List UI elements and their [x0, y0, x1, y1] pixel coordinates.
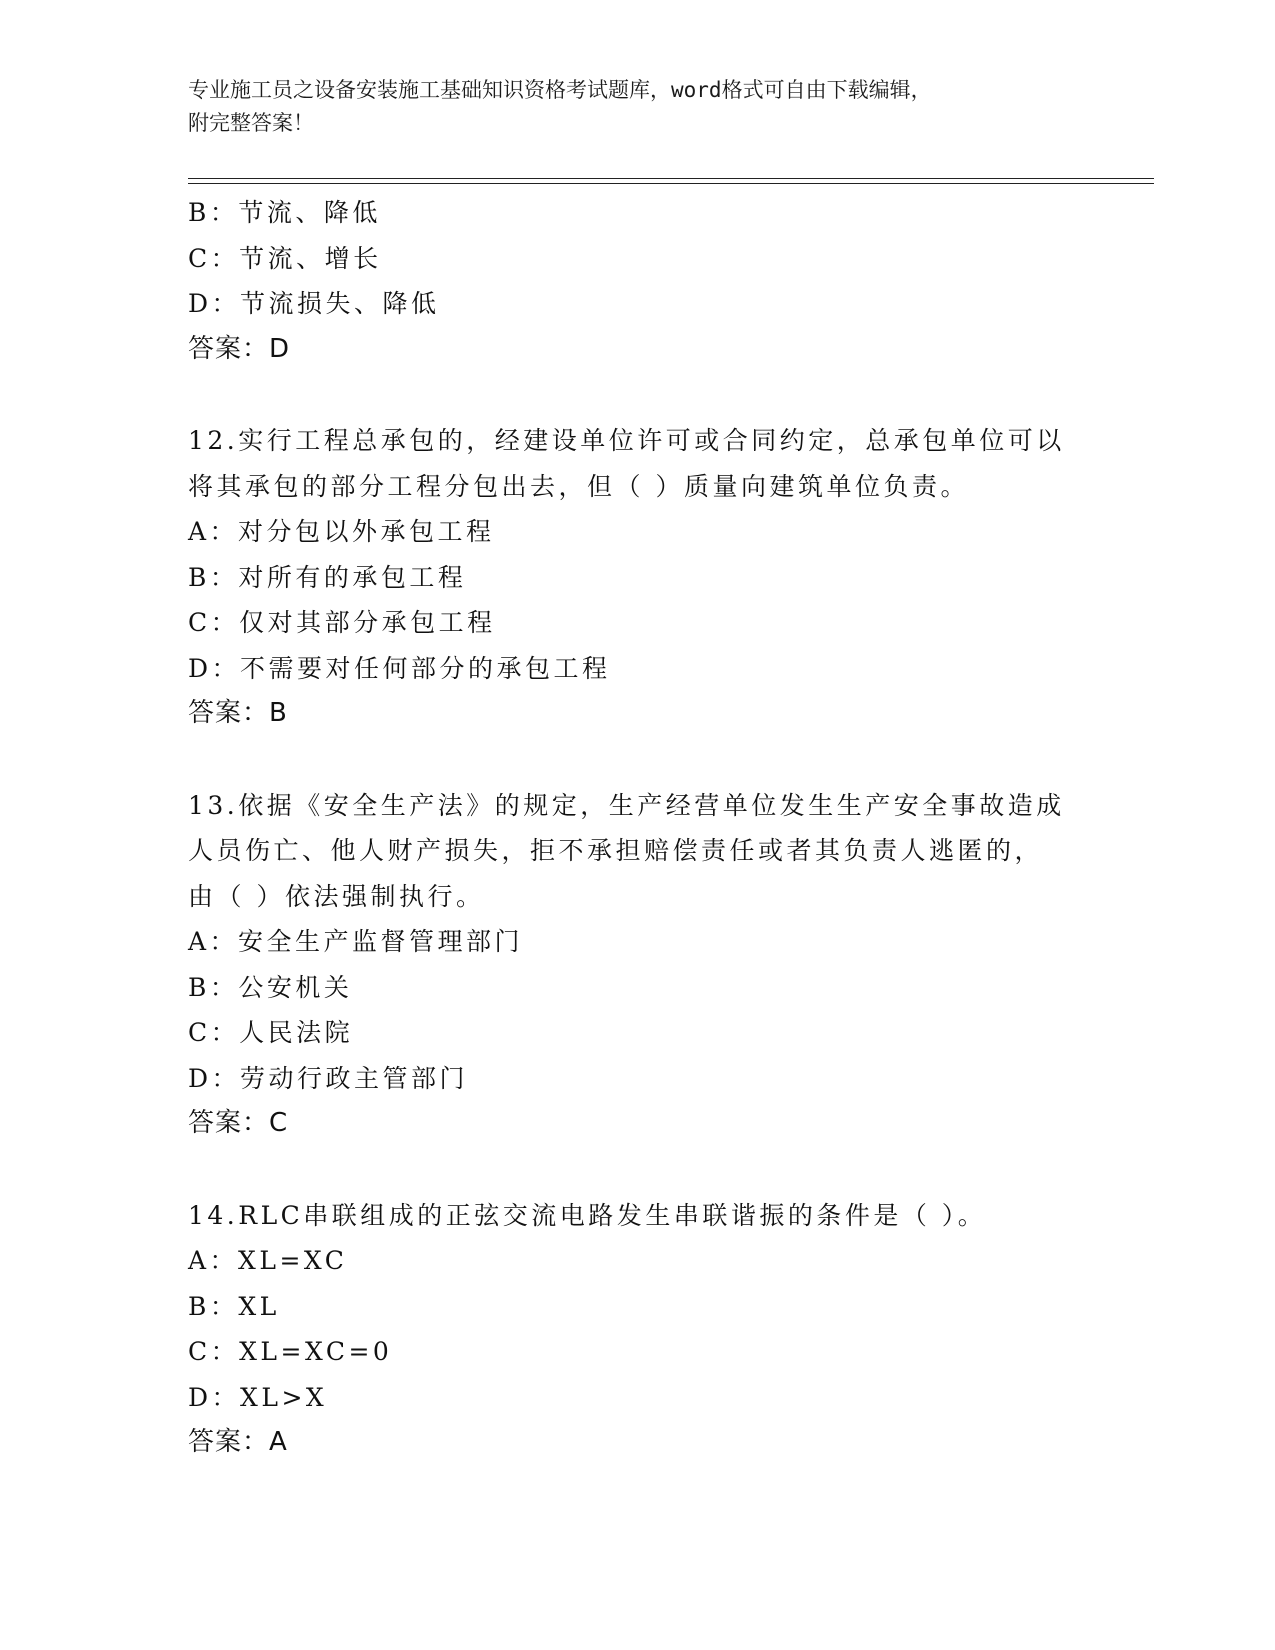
option-d: D：节流损失、降低 — [188, 289, 440, 318]
document-header — [188, 74, 1088, 140]
question-stem-line: 13.依据《安全生产法》的规定，生产经营单位发生生产安全事故造成 — [188, 790, 1065, 820]
header-line-2: 附完整答案！ — [188, 111, 314, 135]
question-14 — [188, 1193, 1088, 1466]
option-d: D：劳动行政主管部门 — [188, 1063, 469, 1093]
question-content — [188, 190, 1088, 1466]
option-a: A：XL=XC — [188, 1246, 348, 1275]
option-c: C：仅对其部分承包工程 — [188, 608, 496, 637]
option-c: C：人民法院 — [188, 1018, 354, 1047]
spacer — [188, 1147, 1088, 1193]
answer: 答案：C — [188, 1108, 289, 1138]
question-stem-line: 将其承包的部分工程分包出去，但（ ）质量向建筑单位负责。 — [188, 471, 969, 501]
option-c: C：XL=XC=0 — [188, 1337, 393, 1366]
spacer — [188, 372, 1088, 418]
answer: 答案：D — [188, 333, 291, 364]
option-d: D：不需要对任何部分的承包工程 — [188, 653, 611, 683]
option-b: B：XL — [188, 1291, 280, 1321]
option-b: B：节流、降低 — [188, 198, 381, 227]
question-stem-line: 人员伤亡、他人财产损失，拒不承担赔偿责任或者其负责人逃匿的， — [188, 836, 1044, 865]
option-d: D：XL>X — [188, 1382, 328, 1412]
answer: 答案：A — [188, 1427, 288, 1457]
header-divider-top — [188, 178, 1154, 179]
question-13 — [188, 783, 1088, 1147]
question-12 — [188, 418, 1088, 737]
spacer — [188, 737, 1088, 783]
option-a: A：安全生产监督管理部门 — [188, 927, 524, 956]
header-divider-bottom — [188, 183, 1154, 184]
question-11-continued — [188, 190, 1088, 372]
header-line-1: 专业施工员之设备安装施工基础知识资格考试题库，word格式可自由下载编辑， — [188, 78, 932, 102]
answer: 答案：B — [188, 698, 288, 728]
option-b: B：公安机关 — [188, 972, 353, 1002]
question-stem-line: 14.RLC串联组成的正弦交流电路发生串联谐振的条件是（ ）。 — [188, 1200, 987, 1230]
option-a: A：对分包以外承包工程 — [188, 517, 495, 546]
option-c: C：节流、增长 — [188, 243, 382, 273]
question-stem-line: 由（ ）依法强制执行。 — [188, 881, 485, 911]
option-b: B：对所有的承包工程 — [188, 562, 467, 592]
question-stem-line: 12.实行工程总承包的，经建设单位许可或合同约定，总承包单位可以 — [188, 426, 1065, 455]
